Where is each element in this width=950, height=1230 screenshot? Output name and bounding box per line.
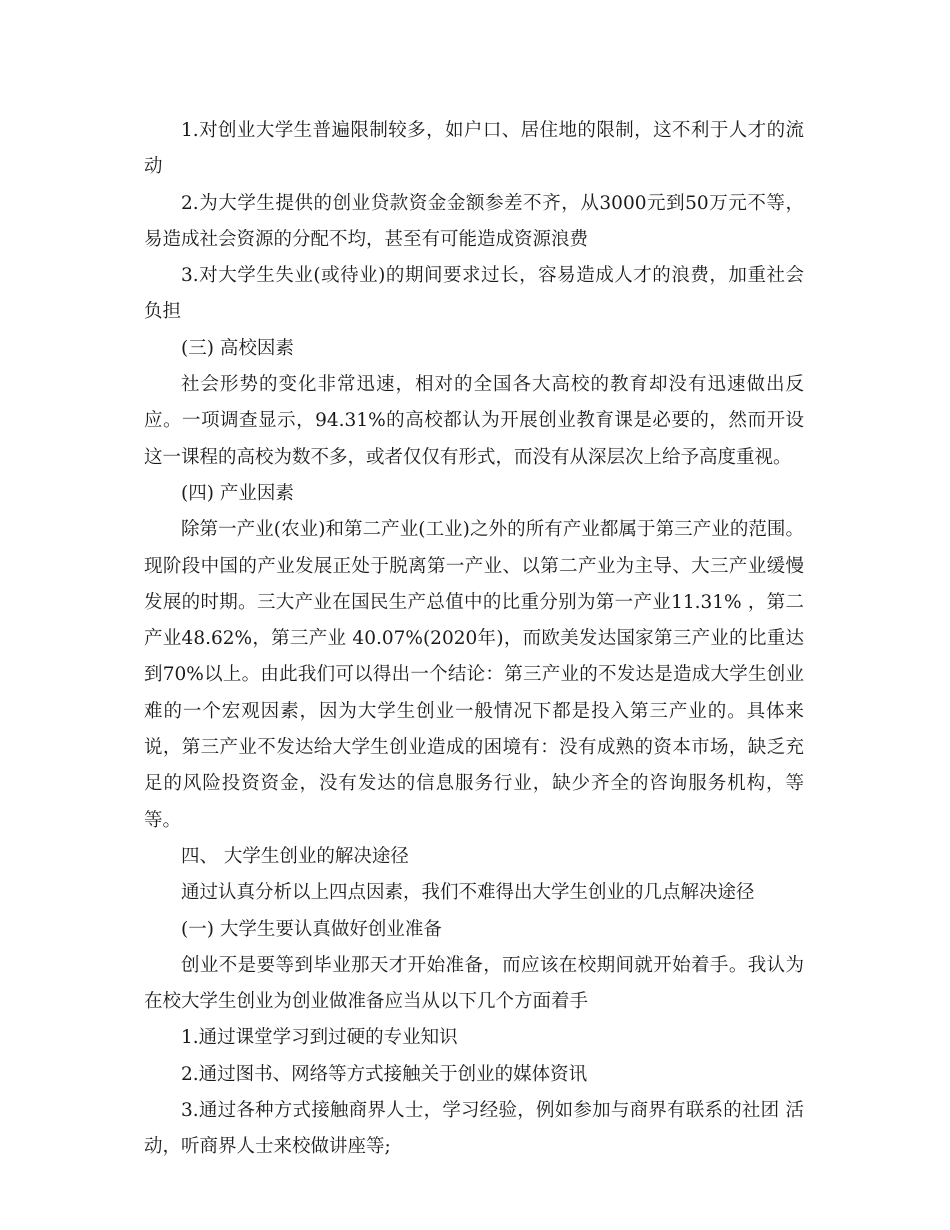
paragraph: 通过认真分析以上四点因素，我们不难得出大学生创业的几点解决途径 [181,882,755,904]
section-heading: (一) 大学生要认真做好创业准备 [181,918,442,940]
paragraph: 3.对大学生失业(或待业)的期间要求过长，容易造成人才的浪费，加重社会负担 [144,265,804,323]
section-heading: (四) 产业因素 [181,482,294,504]
document-body [144,113,804,1166]
paragraph: 创业不是要等到毕业那天才开始准备，而应该在校期间就开始着手。我认为在校大学生创业为创业做准备应当从以下几个方面着手 [144,954,804,1013]
list-item: 3.通过各种方式接触商界人士，学习经验，例如参加与商界有联系的社团 活动，听商界人士来校做讲座等; [144,1100,804,1158]
section-heading: 四、 大学生创业的解决途径 [181,845,409,867]
section-heading: (三) 高校因素 [181,337,294,359]
paragraph: 除第一产业(农业)和第二产业(工业)之外的所有产业都属于第三产业的范围。现阶段中国的产业发展正处于脱离第一产业、以第二产业为主导、大三产业缓慢发展的时期。三大产业在国民生产总值中的比重分别为第一产业11.31% ，第二产业48.62%，第三产业 40.07%(2020年)，而欧美发达国家第三产业的比重达到70%以上。由此我们可以得出一个结论：第三产业的不发达是造成大学生创业难的一个宏观因素，因为大学生创业一般情况下都是投入第三产业的。具体来说，第三产业不发达给大学生创业造成的困境有：没有成熟的资本市场，缺乏充足的风险投资资金，没有发达的信息服务行业，缺少齐全的咨询服务机构，等等。 [144,519,804,831]
list-item: 1.通过课堂学习到过硬的专业知识 [181,1027,458,1049]
paragraph: 2.为大学生提供的创业贷款资金金额参差不齐，从3000元到50万元不等，易造成社会资源的分配不均，甚至有可能造成资源浪费 [144,192,804,250]
paragraph: 1.对创业大学生普遍限制较多，如户口、居住地的限制，这不利于人才的流动 [144,120,804,178]
paragraph: 社会形势的变化非常迅速，相对的全国各大高校的教育却没有迅速做出反应。一项调查显示，94.31%的高校都认为开展创业教育课是必要的，然而开设这一课程的高校为数不多，或者仅仅有形式，而没有从深层次上给予高度重视。 [144,374,804,468]
list-item: 2.通过图书、网络等方式接触关于创业的媒体资讯 [181,1063,588,1085]
